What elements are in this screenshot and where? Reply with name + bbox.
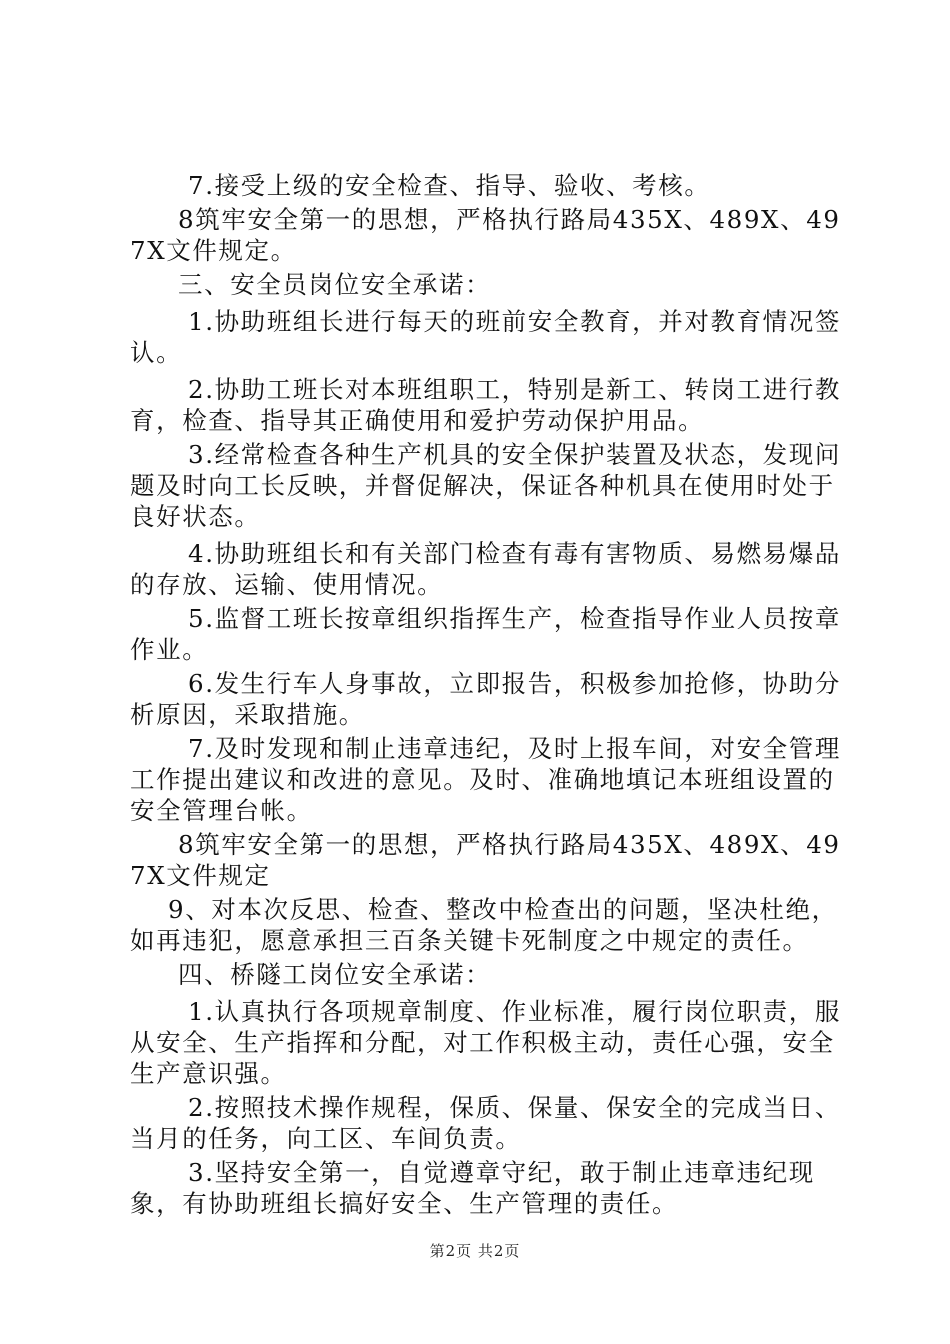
- paragraph-officer-item-3: 3.经常检查各种生产机具的安全保护装置及状态，发现问题及时向工长反映，并督促解决，保证各种机具在使用时处于良好状态。: [130, 440, 841, 531]
- paragraph-officer-item-4: 4.协助班组长和有关部门检查有毒有害物质、易燃易爆品的存放、运输、使用情况。: [130, 539, 841, 599]
- paragraph-officer-item-9: 9、对本次反思、检查、整改中检查出的问题，坚决杜绝，如再违犯，愿意承担三百条关键卡死制度之中规定的责任。: [130, 895, 838, 955]
- paragraph-officer-item-1: 1.协助班组长进行每天的班前安全教育，并对教育情况签认。: [130, 307, 841, 367]
- section-heading-bridge-tunnel-worker: 四、桥隧工岗位安全承诺：: [178, 960, 492, 989]
- page-number-footer: 第2页 共2页: [429, 1242, 521, 1260]
- section-heading-safety-officer: 三、安全员岗位安全承诺：: [178, 270, 492, 299]
- paragraph-worker-item-2: 2.按照技术操作规程，保质、保量、保安全的完成当日、当月的任务，向工区、车间负责。: [130, 1093, 841, 1153]
- paragraph-officer-item-2: 2.协助工班长对本班组职工，特别是新工、转岗工进行教育，检查、指导其正确使用和爱护劳动保护用品。: [130, 375, 841, 435]
- paragraph-item-8-safety-first: 8筑牢安全第一的思想，严格执行路局435X、489X、497X文件规定。: [130, 205, 841, 265]
- paragraph-item-7-accept-inspection: 7.接受上级的安全检查、指导、验收、考核。: [188, 171, 711, 200]
- document-body: [130, 170, 842, 1219]
- paragraph-officer-item-5: 5.监督工班长按章组织指挥生产，检查指导作业人员按章作业。: [130, 604, 841, 664]
- paragraph-worker-item-1: 1.认真执行各项规章制度、作业标准，履行岗位职责，服从安全、生产指挥和分配，对工作积极主动，责任心强，安全生产意识强。: [130, 997, 841, 1088]
- paragraph-officer-item-7: 7.及时发现和制止违章违纪，及时上报车间，对安全管理工作提出建议和改进的意见。及时、准确地填记本班组设置的安全管理台帐。: [130, 734, 841, 825]
- paragraph-officer-item-6: 6.发生行车人身事故，立即报告，积极参加抢修，协助分析原因，采取措施。: [130, 669, 841, 729]
- paragraph-officer-item-8: 8筑牢安全第一的思想，严格执行路局435X、489X、497X文件规定: [130, 830, 841, 890]
- paragraph-worker-item-3: 3.坚持安全第一，自觉遵章守纪，敢于制止违章违纪现象，有协助班组长搞好安全、生产管理的责任。: [130, 1158, 815, 1218]
